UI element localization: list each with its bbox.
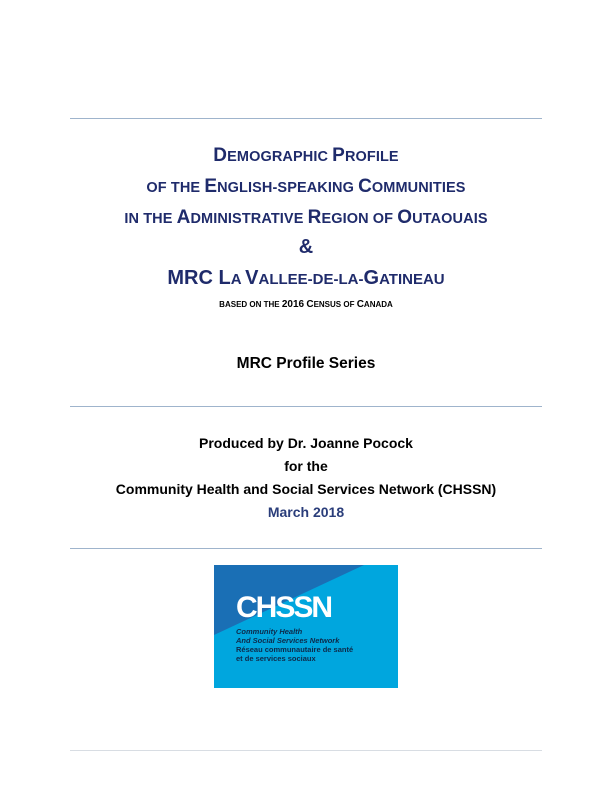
- logo-acronym: CHSSN: [236, 591, 332, 624]
- title-line-2: OF THE ENGLISH-SPEAKING COMMUNITIES: [146, 176, 466, 197]
- middle-rule: [70, 406, 542, 407]
- chssn-logo: [214, 565, 398, 688]
- produced-by: Produced by Dr. Joanne Pocock: [199, 435, 413, 451]
- bottom-rule: [70, 750, 542, 751]
- lower-rule: [70, 548, 542, 549]
- producer-block: [0, 432, 612, 524]
- title-line-1: DEMOGRAPHIC PROFILE: [213, 145, 399, 166]
- title-line-3: IN THE ADMINISTRATIVE REGION OF OUTAOUAIS: [124, 207, 488, 228]
- produced-for: for the: [284, 458, 328, 474]
- logo-english-name: Community Health And Social Services Network: [236, 627, 340, 645]
- publication-date: March 2018: [267, 504, 345, 520]
- title-mrc-line: MRC LA VALLEE-DE-LA-GATINEAU: [167, 267, 445, 289]
- top-rule: [70, 118, 542, 119]
- profile-series-label: MRC Profile Series: [236, 355, 376, 372]
- logo-french-name: Réseau communautaire de santé et de services sociaux: [236, 645, 354, 663]
- organization-name: Community Health and Social Services Network (CHSSN): [115, 481, 497, 497]
- document-title: [0, 141, 612, 312]
- title-ampersand: &: [298, 236, 314, 258]
- census-subtitle: BASED ON THE 2016 CENSUS OF CANADA: [219, 299, 393, 310]
